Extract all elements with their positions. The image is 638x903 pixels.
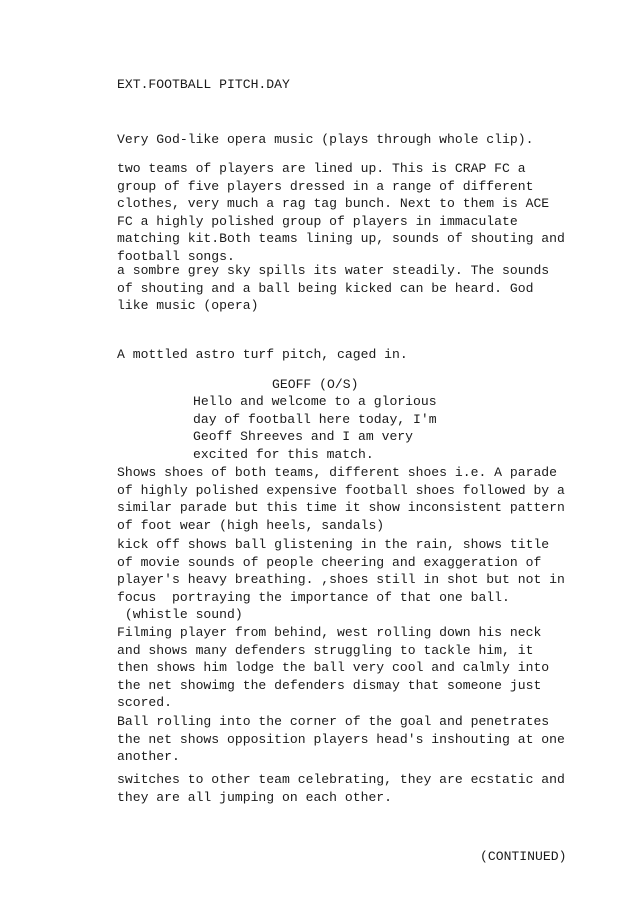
action-kick-off: kick off shows ball glistening in the rain, shows title of movie sounds of people cheering and exaggeration of player's heavy breathing. ,shoes still in shot but not in focus portraying the importance of that one ball. (whistle sound) [117, 537, 565, 623]
continued-marker: (CONTINUED) [480, 849, 567, 864]
action-opera-music: Very God-like opera music (plays through whole clip). [117, 132, 534, 147]
character-name: GEOFF (O/S) [272, 377, 359, 392]
action-teams-lined-up: two teams of players are lined up. This is CRAP FC a group of five players dressed in a range of different clothes, very much a rag tag bunch. Next to them is ACE FC a highly polished group of players in immaculate matching kit.Both teams lining up, sounds of shouting and football songs. [117, 161, 565, 264]
action-astro-turf: A mottled astro turf pitch, caged in. [117, 347, 408, 362]
action-filming-player: Filming player from behind, west rolling down his neck and shows many defenders struggling to tackle him, it then shows him lodge the ball very cool and calmly into the net showimg the defenders dismay that someone just scored. [117, 625, 550, 711]
dialogue: Hello and welcome to a glorious day of football here today, I'm Geoff Shreeves and I am very excited for this match. [193, 394, 437, 462]
action-grey-sky: a sombre grey sky spills its water steadily. The sounds of shouting and a ball being kicked can be heard. God like music (opera) [117, 263, 550, 314]
action-shoes-parade: Shows shoes of both teams, different shoes i.e. A parade of highly polished expensive football shoes followed by a similar parade but this time it show inconsistent pattern of foot wear (high heels, sandals) [117, 465, 565, 533]
action-ball-rolling: Ball rolling into the corner of the goal and penetrates the net shows opposition players head's inshouting at one another. [117, 714, 565, 765]
scene-heading: EXT.FOOTBALL PITCH.DAY [117, 77, 290, 92]
action-celebrating: switches to other team celebrating, they are ecstatic and they are all jumping on each other. [117, 772, 565, 805]
